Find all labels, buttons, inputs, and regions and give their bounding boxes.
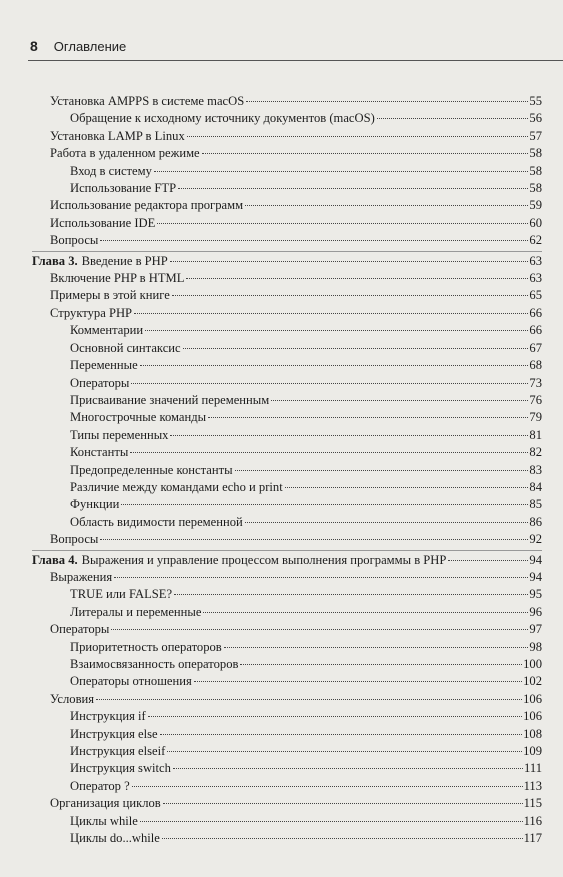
toc-page-number: 73	[529, 375, 542, 390]
toc-entry-title: Операторы отношения	[70, 674, 192, 689]
toc-page-number: 56	[529, 111, 542, 126]
toc-subsection	[50, 340, 542, 357]
dot-leader	[224, 647, 529, 648]
toc-page-number: 94	[529, 552, 542, 567]
dot-leader	[245, 205, 528, 206]
dot-leader	[178, 188, 528, 189]
dot-leader	[377, 118, 529, 119]
toc-entry-title: Вопросы	[50, 532, 99, 547]
dot-leader	[194, 681, 522, 682]
dot-leader	[173, 768, 523, 769]
toc-entry-title: Комментарии	[70, 323, 144, 338]
toc-entry-title: Использование редактора программ	[50, 198, 244, 213]
toc-section	[50, 128, 542, 145]
toc-entry-title: Инструкция elseif	[70, 744, 166, 759]
toc-subsection	[50, 586, 542, 603]
chapter-title: Введение в PHP	[81, 253, 168, 268]
toc-page-number: 96	[529, 604, 542, 619]
toc-subsection	[50, 813, 542, 830]
dot-leader	[160, 734, 522, 735]
dot-leader	[271, 400, 528, 401]
toc-page-number: 113	[523, 778, 542, 793]
toc-entry-title: Инструкция if	[70, 709, 146, 724]
toc-page-number: 60	[529, 215, 542, 230]
page-number: 8	[30, 38, 38, 54]
toc-entry-title: Циклы while	[70, 813, 138, 828]
toc-subsection	[50, 830, 542, 847]
toc-page-number: 97	[529, 622, 542, 637]
toc-chapter	[32, 253, 542, 270]
toc-page-number: 63	[529, 271, 542, 286]
toc-page-number: 66	[529, 323, 542, 338]
dot-leader	[130, 452, 528, 453]
header-rule	[28, 60, 563, 61]
toc-page-number: 98	[529, 639, 542, 654]
toc-subsection	[50, 427, 542, 444]
toc-entry-title: Выражения	[50, 569, 113, 584]
dot-leader	[163, 803, 523, 804]
toc-page-number: 95	[529, 587, 542, 602]
toc-subsection	[50, 409, 542, 426]
toc-subsection	[50, 163, 542, 180]
toc-page-number: 92	[529, 532, 542, 547]
chapter-title: Выражения и управление процессом выполнения программы в PHP	[81, 552, 447, 567]
toc-entry-title: Оператор ?	[70, 778, 130, 793]
dot-leader	[162, 838, 523, 839]
toc-page-number: 68	[529, 358, 542, 373]
toc-entry-title: Многострочные команды	[70, 410, 207, 425]
toc-entry-title	[32, 253, 168, 270]
dot-leader	[111, 629, 528, 630]
toc-entry-title: Константы	[70, 445, 129, 460]
toc-entry-title: Типы переменных	[70, 427, 169, 442]
toc-page-number: 83	[529, 462, 542, 477]
toc-entry-title: Примеры в этой книге	[50, 288, 170, 303]
dot-leader	[154, 171, 528, 172]
toc-section	[50, 232, 542, 249]
toc-entry-title: Установка LAMP в Linux	[50, 128, 185, 143]
toc-page-number: 106	[523, 709, 542, 724]
toc-entry-title: TRUE или FALSE?	[70, 587, 173, 602]
toc-section	[50, 621, 542, 638]
toc-entry-title: Вход в систему	[70, 163, 152, 178]
dot-leader	[448, 560, 528, 561]
dot-leader	[187, 136, 529, 137]
toc-entry-title: Основной синтаксис	[70, 340, 181, 355]
toc-entry-title: Область видимости переменной	[70, 514, 243, 529]
toc-section	[50, 197, 542, 214]
toc-entry-title: Установка AMPPS в системе macOS	[50, 94, 245, 108]
toc-page-number: 58	[529, 146, 542, 161]
toc-entry-title: Использование IDE	[50, 215, 156, 230]
toc-page-number: 106	[523, 691, 542, 706]
toc-section	[50, 569, 542, 586]
toc-entry-title: Различие между командами echo и print	[70, 479, 283, 494]
toc-section	[50, 531, 542, 548]
toc-section	[50, 215, 542, 232]
toc-section	[50, 305, 542, 322]
chapter-rule	[32, 550, 542, 551]
toc-page-number: 58	[529, 181, 542, 196]
toc-page-number: 55	[529, 94, 542, 108]
toc-entry-title: Циклы do...while	[70, 831, 160, 846]
toc-entry-title	[32, 552, 446, 569]
toc-page-number: 63	[529, 253, 542, 268]
running-header-title: Оглавление	[53, 39, 127, 54]
toc-section	[50, 145, 542, 162]
toc-subsection	[50, 444, 542, 461]
toc-page-number: 66	[529, 305, 542, 320]
dot-leader	[132, 786, 523, 787]
toc-entry-title: Обращение к исходному источнику документов (macOS)	[70, 111, 375, 126]
dot-leader	[202, 153, 529, 154]
toc-section	[50, 93, 542, 110]
toc-subsection	[50, 496, 542, 513]
dot-leader	[174, 594, 528, 595]
toc-subsection	[50, 180, 542, 197]
dot-leader	[167, 751, 522, 752]
dot-leader	[170, 435, 528, 436]
dot-leader	[100, 240, 528, 241]
toc-page-number: 76	[529, 392, 542, 407]
chapter-label: Глава 4.	[32, 552, 78, 567]
chapter-rule	[32, 251, 542, 252]
chapter-label: Глава 3.	[32, 253, 78, 268]
toc-entry-title: Структура PHP	[50, 305, 133, 320]
dot-leader	[235, 470, 529, 471]
toc-entry-title: Работа в удаленном режиме	[50, 146, 200, 161]
toc-entry-title: Переменные	[70, 358, 138, 373]
dot-leader	[245, 522, 529, 523]
toc-page-number: 102	[523, 674, 542, 689]
table-of-contents	[32, 93, 542, 847]
toc-page-number: 79	[529, 410, 542, 425]
dot-leader	[121, 504, 528, 505]
toc-subsection	[50, 392, 542, 409]
toc-entry-title: Включение PHP в HTML	[50, 271, 185, 286]
dot-leader	[170, 261, 529, 262]
toc-subsection	[50, 726, 542, 743]
toc-subsection	[50, 708, 542, 725]
toc-entry-title: Предопределенные константы	[70, 462, 233, 477]
dot-leader	[203, 612, 528, 613]
dot-leader	[140, 365, 529, 366]
dot-leader	[172, 295, 529, 296]
dot-leader	[140, 821, 523, 822]
toc-section	[50, 287, 542, 304]
toc-page-number: 100	[523, 657, 542, 671]
toc-subsection	[50, 462, 542, 479]
toc-subsection	[50, 375, 542, 392]
dot-leader	[246, 101, 528, 102]
toc-subsection	[50, 760, 542, 777]
toc-page-number: 59	[529, 198, 542, 213]
running-header	[30, 38, 126, 54]
toc-section	[50, 691, 542, 708]
toc-subsection	[50, 479, 542, 496]
dot-leader	[148, 716, 522, 717]
toc-page-number: 81	[529, 427, 542, 442]
toc-page-number: 67	[529, 340, 542, 355]
toc-subsection	[50, 110, 542, 127]
toc-entry-title: Функции	[70, 497, 120, 512]
dot-leader	[240, 664, 522, 665]
toc-subsection	[50, 357, 542, 374]
dot-leader	[285, 487, 529, 488]
toc-page-number: 86	[529, 514, 542, 529]
dot-leader	[208, 417, 528, 418]
toc-page-number: 115	[523, 796, 542, 811]
toc-page-number: 109	[523, 744, 542, 759]
toc-page-number: 82	[529, 445, 542, 460]
toc-entry-title: Использование FTP	[70, 181, 177, 196]
toc-page-number: 117	[523, 831, 542, 846]
dot-leader	[183, 348, 529, 349]
toc-page-number: 108	[523, 726, 542, 741]
dot-leader	[186, 278, 528, 279]
toc-subsection	[50, 322, 542, 339]
toc-subsection	[50, 743, 542, 760]
toc-subsection	[50, 639, 542, 656]
toc-entry-title: Инструкция else	[70, 726, 158, 741]
toc-subsection	[50, 778, 542, 795]
toc-page-number: 58	[529, 163, 542, 178]
toc-entry-title: Приоритетность операторов	[70, 639, 222, 654]
toc-entry-title: Инструкция switch	[70, 761, 171, 776]
toc-page-number: 65	[529, 288, 542, 303]
toc-entry-title: Вопросы	[50, 233, 99, 248]
dot-leader	[157, 223, 528, 224]
dot-leader	[100, 539, 528, 540]
toc-subsection	[50, 673, 542, 690]
toc-subsection	[50, 656, 542, 673]
toc-subsection	[50, 514, 542, 531]
toc-page-number: 62	[529, 233, 542, 248]
toc-entry-title: Условия	[50, 691, 95, 706]
toc-subsection	[50, 604, 542, 621]
toc-section	[50, 795, 542, 812]
dot-leader	[134, 313, 528, 314]
toc-page-number: 57	[529, 128, 542, 143]
toc-entry-title: Литералы и переменные	[70, 604, 202, 619]
toc-entry-title: Операторы	[50, 622, 110, 637]
dot-leader	[131, 383, 528, 384]
dot-leader	[96, 699, 522, 700]
toc-page-number: 94	[529, 569, 542, 584]
toc-entry-title: Взаимосвязанность операторов	[70, 657, 239, 671]
toc-page-number: 116	[523, 813, 542, 828]
toc-chapter	[32, 552, 542, 569]
toc-entry-title: Присваивание значений переменным	[70, 392, 270, 407]
toc-section	[50, 270, 542, 287]
toc-entry-title: Операторы	[70, 375, 130, 390]
dot-leader	[145, 330, 528, 331]
toc-page-number: 111	[524, 761, 542, 776]
dot-leader	[114, 577, 528, 578]
toc-page-number: 84	[529, 479, 542, 494]
toc-page-number: 85	[529, 497, 542, 512]
toc-entry-title: Организация циклов	[50, 796, 161, 811]
